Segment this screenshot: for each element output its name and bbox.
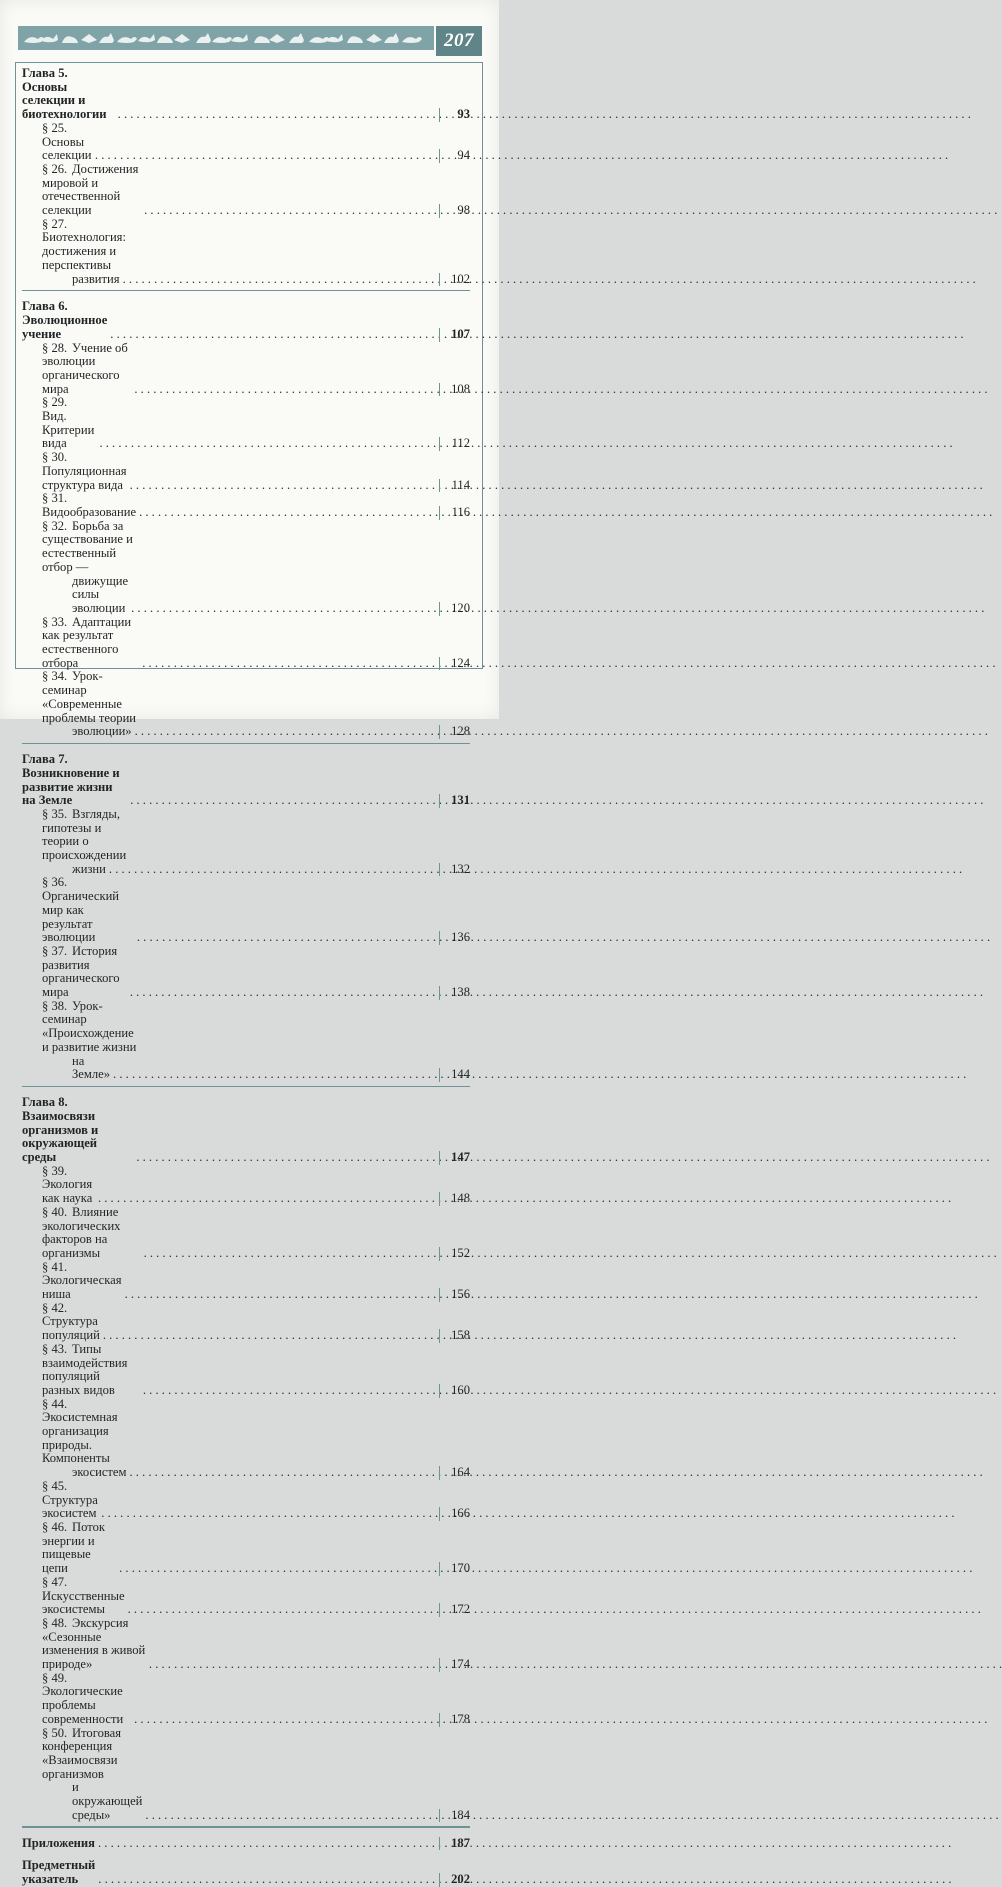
toc-section-text: развития [72,271,120,286]
book-page [0,0,499,1887]
toc-section-title [22,520,144,575]
toc-section-number: § 48. [42,1615,68,1630]
toc-leader-dots [130,794,436,808]
toc-section-page: 108 [439,383,470,397]
toc-section-number: § 31. [42,491,68,506]
toc-section-title [22,945,127,1000]
toc-section-row [22,1617,470,1672]
toc-section-row [22,1480,470,1521]
toc-section-title [22,1302,100,1343]
toc-section-number: § 36. [42,875,68,890]
toc-section-page: 138 [439,986,470,1000]
toc-section-title [22,1055,110,1082]
toc-section-page: 184 [439,1809,470,1823]
toc-section-page: 166 [439,1507,470,1521]
toc-section-title [22,1617,146,1672]
toc-section-row [22,492,470,519]
toc-chapter-title: Предметный указатель [22,1858,96,1887]
toc-section-page: 128 [439,725,470,739]
toc-section-row [22,163,470,218]
toc-section-title [22,492,136,519]
toc-section-row [22,1206,470,1261]
toc-section-title [22,1165,95,1206]
toc-section-row [22,1672,470,1727]
toc-section-page: 158 [439,1329,470,1343]
toc-section-text: Структура экосистем [42,1492,98,1521]
toc-section-number: § 30. [42,450,68,465]
toc-chapter-title: Глава 7. Возникновение и развитие жизни на Земле [22,752,120,808]
toc-section-page: 98 [439,204,470,218]
toc-section-number: § 25. [42,120,68,135]
toc-section-page: 94 [439,149,470,163]
toc-section-number: § 49. [42,1670,68,1685]
toc-leader-dots [149,1658,436,1672]
toc-section-page: 114 [439,479,470,493]
toc-chapter-page: 93 [439,108,470,122]
toc-separator [22,1086,470,1087]
toc-section-row [22,616,470,671]
toc-section-text: Итоговая конференция «Взаимосвязи организмов [42,1725,122,1781]
toc-section-number: § 42. [42,1300,68,1315]
toc-section-number: § 35. [42,806,68,821]
toc-section-page: 152 [439,1247,470,1261]
toc-section-title [22,575,128,616]
toc-leader-dots [136,1151,436,1165]
toc-leader-dots [139,506,436,520]
toc-section-title [22,863,106,877]
toc-section-title [22,342,131,397]
toc-section-text: Основы селекции [42,134,92,163]
toc-section-number: § 38. [42,998,68,1013]
toc-leader-dots [130,986,436,1000]
toc-section-title [22,670,140,725]
toc-section-number: § 34. [42,669,68,684]
toc-section-number: § 40. [42,1204,68,1219]
toc-chapter-row [22,1096,470,1165]
toc-leader-dots [98,1873,436,1887]
toc-chapter-page: 107 [439,328,470,342]
toc-leader-dots [134,1713,436,1727]
toc-section-row [22,1165,470,1206]
toc-section-row [22,451,470,492]
toc-section-row [22,1521,470,1576]
toc-section-number: § 44. [42,1396,68,1411]
toc-section-continuation [22,1055,470,1082]
toc-section-text: Экологическая ниша [42,1273,122,1302]
toc-section-row [22,218,470,273]
toc-leader-dots [129,1466,436,1480]
toc-section-continuation [22,725,470,739]
animal-silhouettes-icon [22,27,432,49]
toc-section-row [22,1398,470,1467]
toc-leader-dots [98,1192,436,1206]
toc-leader-dots [110,328,436,342]
toc-chapter-title: Глава 5. Основы селекции и биотехнологии [22,66,107,122]
toc-section-row [22,520,470,575]
toc-leader-dots [109,863,436,877]
toc-section-text: движущие силы эволюции [72,573,129,615]
toc-section-title [22,808,138,863]
toc-section-continuation [22,273,470,287]
toc-section-page: 170 [439,1562,470,1576]
toc-section-title [22,1480,98,1521]
toc-leader-dots [118,108,436,122]
toc-section-title [22,1466,126,1480]
table-of-contents [22,67,470,1887]
toc-section-number: § 33. [42,614,68,629]
toc-section-row [22,808,470,863]
toc-leader-dots [99,437,436,451]
toc-chapter-row [22,300,470,341]
toc-section-continuation [22,575,470,616]
toc-section-continuation [22,1466,470,1480]
toc-section-number: § 39. [42,1163,68,1178]
toc-section-title [22,1521,116,1576]
toc-leader-dots [134,383,436,397]
toc-section-number: § 26. [42,161,68,176]
toc-chapter-title: Приложения [22,1835,95,1850]
toc-section-number: § 27. [42,216,68,231]
toc-section-title [22,451,127,492]
toc-section-text: жизни [72,861,106,876]
toc-leader-dots [119,1562,436,1576]
toc-section-row [22,945,470,1000]
toc-section-text: Искусственные экосистемы [42,1588,125,1617]
toc-section-page: 112 [439,437,470,451]
toc-leader-dots [101,1507,436,1521]
toc-section-number: § 46. [42,1519,68,1534]
toc-section-title [22,1727,143,1782]
toc-section-continuation [22,1781,470,1822]
toc-section-row [22,122,470,163]
toc-section-text: эволюции» [72,724,132,739]
toc-chapter-page: 202 [439,1873,470,1887]
toc-section-title [22,1206,141,1261]
toc-section-number: § 29. [42,395,68,410]
toc-chapter-row [22,67,470,122]
toc-section-row [22,342,470,397]
toc-section-text: Видообразование [42,504,137,519]
toc-section-title [22,1261,122,1302]
toc-section-number: § 41. [42,1259,68,1274]
toc-chapter-row [22,1859,470,1886]
toc-section-text: Учение об эволюции органического мира [42,340,128,396]
toc-section-text: Урок-семинар «Современные проблемы теории [42,669,137,725]
toc-section-text: и окружающей среды» [72,1780,143,1822]
toc-section-text: Урок-семинар «Происхождение и развитие жизни [42,998,137,1054]
toc-section-title [22,1672,131,1727]
toc-section-page: 160 [439,1384,470,1398]
toc-chapter-title: Глава 8. Взаимосвязи организмов и окружающей среды [22,1095,99,1164]
toc-section-text: Вид. Критерии вида [42,409,95,451]
toc-section-title [22,218,134,273]
toc-section-row [22,670,470,725]
toc-chapter-page: 187 [439,1837,470,1851]
toc-leader-dots [98,1837,436,1851]
toc-section-row [22,1000,470,1055]
page-number-box [436,26,482,56]
toc-section-title [22,1576,125,1617]
toc-section-number: § 47. [42,1574,68,1589]
toc-leader-dots [125,1288,436,1302]
toc-leader-dots [144,204,436,218]
toc-leader-dots [135,725,436,739]
toc-section-title [22,1343,140,1398]
toc-section-text: на Земле» [72,1053,111,1082]
toc-section-title [22,396,96,451]
toc-section-row [22,1727,470,1782]
toc-section-text: Экологические проблемы современности [42,1684,124,1726]
toc-section-page: 144 [439,1068,470,1082]
toc-section-page: 102 [439,273,470,287]
toc-section-text: экосистем [72,1465,127,1480]
toc-section-row [22,1302,470,1343]
toc-leader-dots [143,1384,436,1398]
toc-chapter-title: Глава 6. Эволюционное учение [22,299,108,341]
toc-chapter-page: 147 [439,1151,470,1165]
toc-section-number: § 45. [42,1478,68,1493]
toc-section-title [22,616,139,671]
toc-leader-dots [130,479,436,493]
toc-chapter-page: 131 [439,794,470,808]
toc-section-text: Органический мир как результат эволюции [42,889,120,945]
toc-section-row [22,1576,470,1617]
toc-leader-dots [137,931,436,945]
toc-section-title [22,273,120,287]
toc-section-text: Взгляды, гипотезы и теории о происхождении [42,806,127,863]
toc-chapter-row [22,753,470,808]
toc-section-text: Экскурсия «Сезонные изменения в живой природе» [42,1615,146,1672]
toc-section-text: Адаптации как результат естественного отбора [42,614,132,670]
toc-section-title [22,1000,143,1055]
toc-section-page: 156 [439,1288,470,1302]
toc-section-number: § 43. [42,1341,68,1356]
toc-leader-dots [95,149,436,163]
toc-section-title [22,876,134,945]
toc-section-text: Биотехнология: достижения и перспективы [42,230,126,272]
toc-section-page: 178 [439,1713,470,1727]
toc-section-page: 124 [439,657,470,671]
toc-section-page: 174 [439,1658,470,1672]
toc-section-page: 136 [439,931,470,945]
toc-section-text: Поток энергии и пищевые цепи [42,1519,105,1576]
toc-section-page: 132 [439,863,470,877]
toc-section-continuation [22,863,470,877]
toc-section-row [22,396,470,451]
toc-section-text: Достижения мировой и отечественной селекции [42,161,139,218]
toc-section-number: § 50. [42,1725,68,1740]
toc-leader-dots [103,1329,436,1343]
toc-chapter-row [22,1837,470,1851]
toc-separator [22,1826,470,1827]
toc-leader-dots [113,1068,436,1082]
toc-leader-dots [128,1603,436,1617]
toc-section-text: Популяционная структура вида [42,463,127,492]
toc-section-number: § 37. [42,943,68,958]
toc-section-text: Экосистемная организация природы. Компоненты [42,1410,118,1466]
toc-section-title [22,725,132,739]
toc-section-page: 164 [439,1466,470,1480]
page-number: 207 [444,30,474,51]
toc-section-number: § 28. [42,340,68,355]
toc-section-text: Влияние экологических факторов на организмы [42,1204,121,1260]
toc-section-row [22,1261,470,1302]
toc-section-number: § 32. [42,518,68,533]
toc-section-title [22,1398,144,1467]
toc-section-text: Структура популяций [42,1314,100,1343]
toc-separator [22,743,470,744]
toc-section-page: 148 [439,1192,470,1206]
toc-section-text: Борьба за существование и естественный отбор — [42,518,133,574]
toc-leader-dots [123,273,436,287]
toc-separator [22,290,470,291]
toc-leader-dots [144,1247,436,1261]
toc-leader-dots [142,657,436,671]
toc-section-page: 172 [439,1603,470,1617]
toc-section-text: Типы взаимодействия популяций разных видов [42,1341,128,1397]
toc-section-row [22,876,470,945]
toc-section-page: 120 [439,602,470,616]
toc-section-text: История развития органического мира [42,943,120,1000]
toc-section-title [22,163,141,218]
toc-section-title [22,122,92,163]
toc-section-title [22,1781,142,1822]
toc-section-page: 116 [439,506,470,520]
toc-leader-dots [145,1809,436,1823]
toc-section-row [22,1343,470,1398]
toc-leader-dots [131,602,436,616]
toc-section-text: Экология как наука [42,1177,93,1206]
